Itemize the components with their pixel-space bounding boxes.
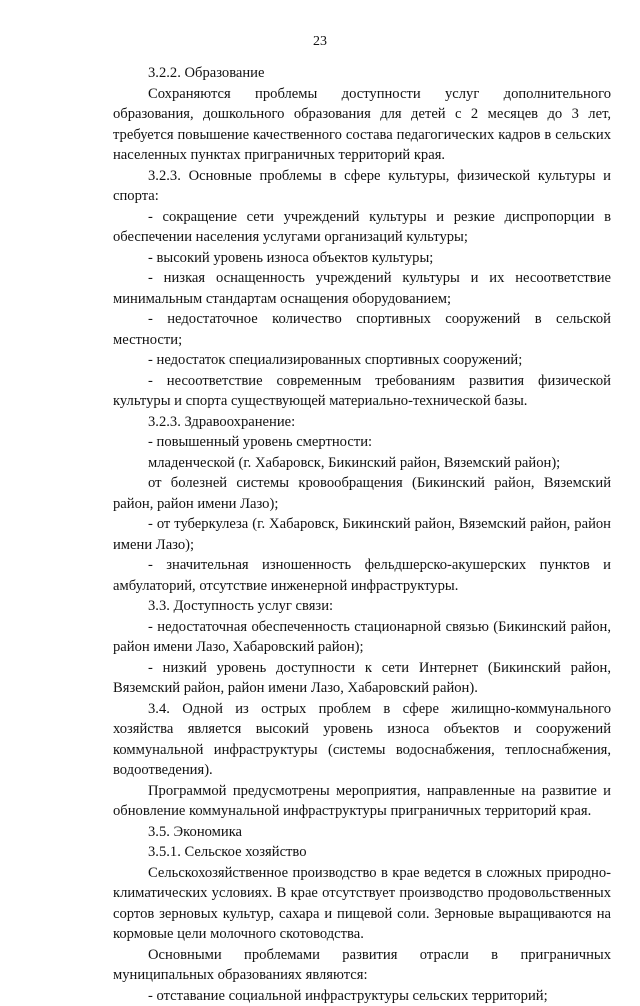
list-item: - низкая оснащенность учреждений культуры и их несоответствие минимальным стандартам оснащения оборудованием; [113, 268, 611, 309]
list-item: - отставание социальной инфраструктуры сельских территорий; [113, 986, 611, 1006]
list-item: - низкий уровень доступности к сети Интернет (Бикинский район, Вяземский район, район имени Лазо, Хабаровский район). [113, 658, 611, 699]
list-item: - высокий уровень износа объектов культуры; [113, 248, 611, 269]
section-heading-agriculture: 3.5.1. Сельское хозяйство [113, 842, 611, 863]
page-number: 23 [0, 34, 640, 50]
list-item: - недостаточное количество спортивных сооружений в сельской местности; [113, 309, 611, 350]
list-item: от болезней системы кровообращения (Бикинский район, Вяземский район, район имени Лазо); [113, 473, 611, 514]
section-heading-economy: 3.5. Экономика [113, 822, 611, 843]
section-heading-culture-sport: 3.2.3. Основные проблемы в сфере культуры, физической культуры и спорта: [113, 166, 611, 207]
list-item: - несоответствие современным требованиям развития физической культуры и спорта существующей материально-технической базы. [113, 371, 611, 412]
document-body [113, 63, 611, 1006]
section-heading-education: 3.2.2. Образование [113, 63, 611, 84]
list-item: - от туберкулеза (г. Хабаровск, Бикинский район, Вяземский район, район имени Лазо); [113, 514, 611, 555]
list-item: - повышенный уровень смертности: [113, 432, 611, 453]
list-item: - недостаточная обеспеченность стационарной связью (Бикинский район, район имени Лазо, Хабаровский район); [113, 617, 611, 658]
paragraph: Основными проблемами развития отрасли в приграничных муниципальных образованиях являются: [113, 945, 611, 986]
paragraph: 3.4. Одной из острых проблем в сфере жилищно-коммунального хозяйства является высокий уровень износа объектов и сооружений коммунальной инфраструктуры (системы водоснабжения, теплоснабжения, водоотведения). [113, 699, 611, 781]
paragraph: Программой предусмотрены мероприятия, направленные на развитие и обновление коммунальной инфраструктуры приграничных территорий края. [113, 781, 611, 822]
list-item: младенческой (г. Хабаровск, Бикинский район, Вяземский район); [113, 453, 611, 474]
paragraph: Сохраняются проблемы доступности услуг дополнительного образования, дошкольного образования для детей с 2 месяцев до 3 лет, требуется повышение качественного состава педагогических кадров в сельских населенных пунктах приграничных территорий края. [113, 84, 611, 166]
paragraph: Сельскохозяйственное производство в крае ведется в сложных природно-климатических условиях. В крае отсутствует производство продовольственных сортов зерновых культур, сахара и пищевой соли. Зерновые выращиваются на кормовые цели молочного скотоводства. [113, 863, 611, 945]
list-item: - сокращение сети учреждений культуры и резкие диспропорции в обеспечении населения услугами организаций культуры; [113, 207, 611, 248]
list-item: - значительная изношенность фельдшерско-акушерских пунктов и амбулаторий, отсутствие инженерной инфраструктуры. [113, 555, 611, 596]
section-heading-healthcare: 3.2.3. Здравоохранение: [113, 412, 611, 433]
list-item: - недостаток специализированных спортивных сооружений; [113, 350, 611, 371]
section-heading-communications: 3.3. Доступность услуг связи: [113, 596, 611, 617]
